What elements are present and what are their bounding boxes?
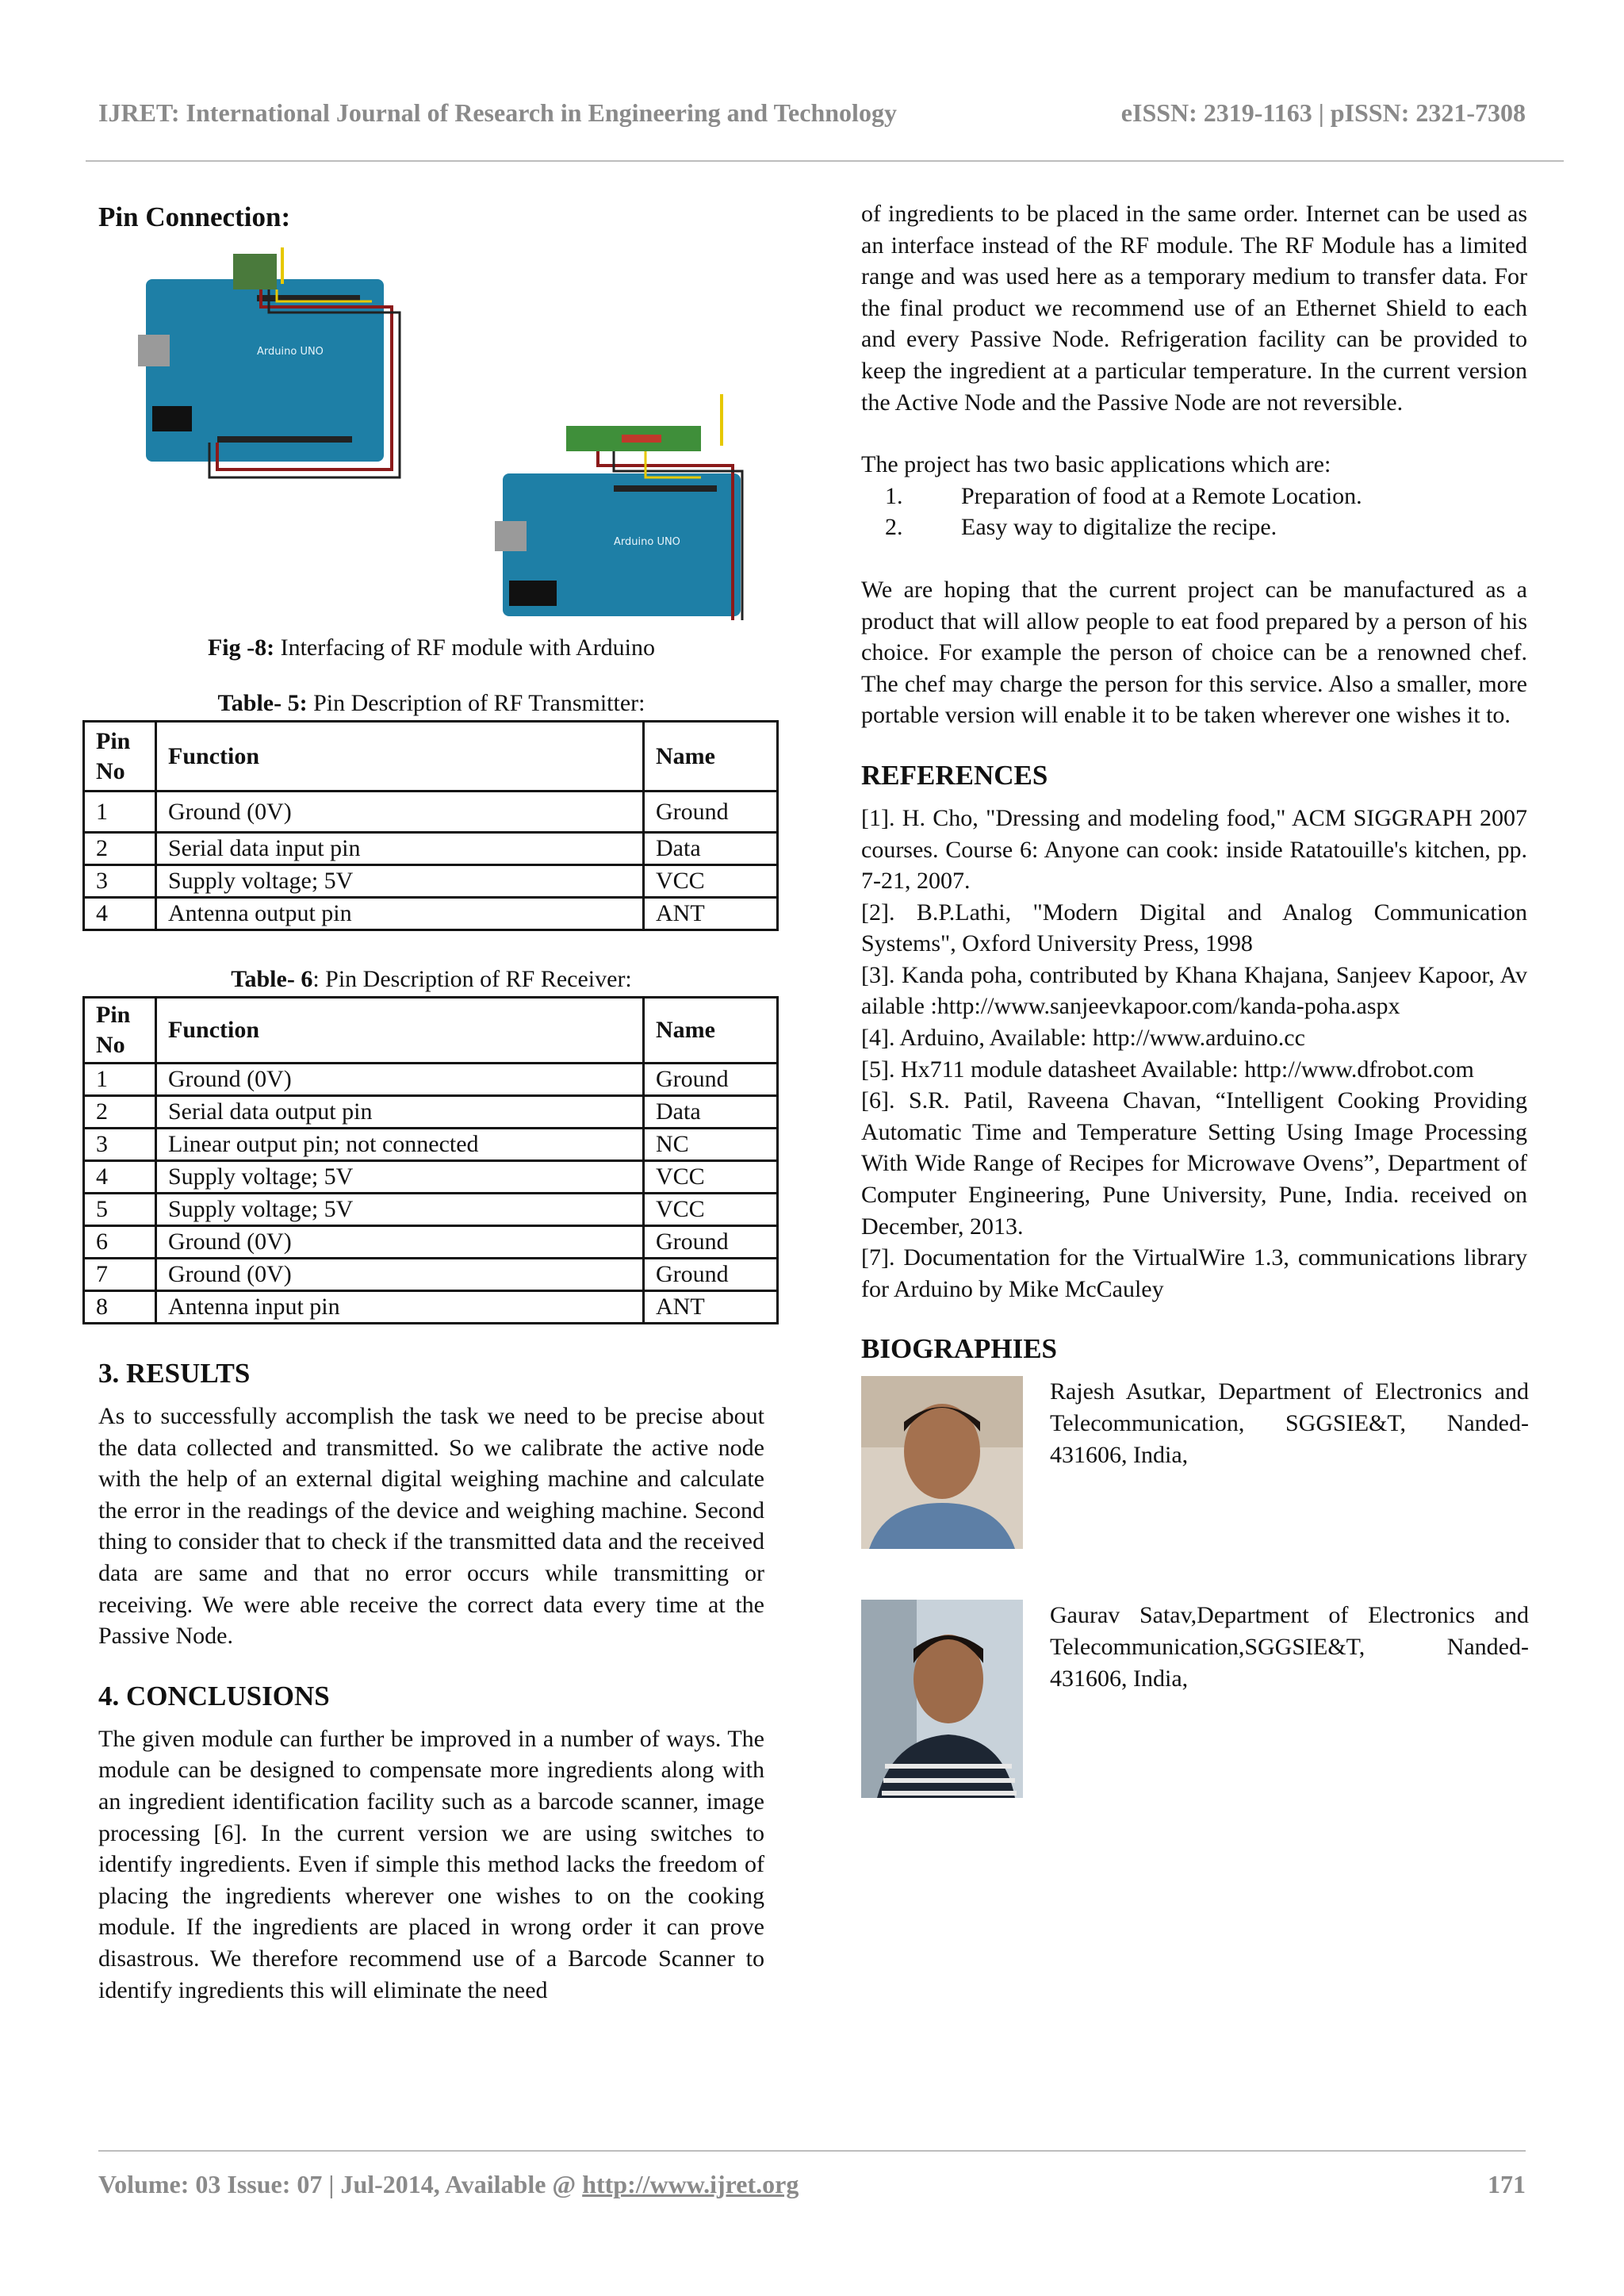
references-heading: REFERENCES bbox=[861, 759, 1048, 791]
arduino-board-transmitter bbox=[138, 247, 400, 477]
applications-list bbox=[861, 481, 1527, 543]
reference-item: [3]. Kanda poha, contributed by Khana Khajana, Sanjeev Kapoor, Available :http://www.sanjeevkapoor.com/kanda-poha.aspx bbox=[861, 961, 1527, 1020]
continuation-paragraph: of ingredients to be placed in the same order. Internet can be used as an interface instead of the RF module. The RF Module has a limited range and was used here as a temporary medium to transfer data. For the final product we recommend use of an Ethernet Shield to each and every Passive Node. Refrigeration facility can be provided to keep the ingredient at a particular temperature. In the current version the Active Node and the Passive Node are not reversible. bbox=[861, 201, 1527, 416]
header-rule bbox=[86, 160, 1564, 162]
table-row: 6 Ground (0V) Ground bbox=[84, 1226, 778, 1259]
table6-caption: Table- 6: Pin Description of RF Receiver: bbox=[231, 966, 632, 992]
reference-item: [6]. S.R. Patil, Raveena Chavan, “Intelligent Cooking Providing Automatic Time and Temperature Setting Using Image Processing With Wide Range of Recipes for Microwave Ovens”, Department of Computer Engineering, Pune University, Pune, India. received on December, 2013. bbox=[861, 1087, 1527, 1240]
biography-2 bbox=[861, 1600, 1527, 1806]
page-number: 171 bbox=[1488, 2170, 1526, 2198]
footer-rule bbox=[98, 2150, 1526, 2152]
results-paragraph: As to successfully accomplish the task we need to be precise about the data collected and transmitted. So we calibrate the active node with the help of an external digital weighing machine and calculate the error in the readings of the device and weighing machine. Second thing to consider that to check if the transmitted data and the received data are same and that no error occurs while transmitting or receiving. We were able receive the correct data every time at the Passive Node. bbox=[98, 1403, 764, 1650]
issn: eISSN: 2319-1163 | pISSN: 2321-7308 bbox=[1120, 98, 1526, 127]
author-photo-1 bbox=[861, 1376, 1023, 1549]
table5-caption: Table- 5: Pin Description of RF Transmitter: bbox=[217, 690, 645, 716]
table-row: 1 Ground (0V) Ground bbox=[84, 1064, 778, 1096]
arduino-board-receiver bbox=[495, 394, 742, 620]
reference-item: [4]. Arduino, Available: http://www.arduino.cc bbox=[861, 1025, 1305, 1052]
table-row: 3 Supply voltage; 5V VCC bbox=[84, 865, 778, 898]
table-rf-transmitter bbox=[82, 720, 779, 931]
pin-connection-heading: Pin Connection: bbox=[98, 201, 291, 232]
reference-item: [2]. B.P.Lathi, "Modern Digital and Analog Communication Systems", Oxford University Press, 1998 bbox=[861, 899, 1527, 957]
table-row: 4 Supply voltage; 5V VCC bbox=[84, 1161, 778, 1194]
table-row: 2 Serial data output pin Data bbox=[84, 1096, 778, 1129]
results-heading: 3. RESULTS bbox=[98, 1358, 251, 1389]
table-row: 1 Ground (0V) Ground bbox=[84, 792, 778, 833]
list-item: 1. Preparation of food at a Remote Location. bbox=[885, 482, 1362, 509]
arduino-rf-illustration bbox=[98, 247, 764, 620]
board-label-1: Arduino UNO bbox=[257, 346, 324, 358]
col-header-name: Name bbox=[644, 722, 778, 792]
col-header-name: Name bbox=[644, 998, 778, 1064]
list-item: 2. Easy way to digitalize the recipe. bbox=[885, 514, 1277, 541]
col-header-function: Function bbox=[156, 998, 644, 1064]
conclusions-paragraph: The given module can further be improved in a number of ways. The module can be designed to compensate more ingredients along with an ingredient identification facility such as a barcode scanner, image processing [6]. In the current version we are using switches to identify ingredients. Even if simple this method lacks the freedom of placing the ingredients wherever one wishes to on the cooking module. If the ingredients are placed in wrong order it can prove disastrous. We therefore recommend use of a Barcode Scanner to identify ingredients this will eliminate the need bbox=[98, 1725, 764, 2003]
board-label-2: Arduino UNO bbox=[614, 536, 680, 548]
references-list bbox=[861, 803, 1527, 1305]
table-rf-receiver bbox=[82, 996, 779, 1324]
table-row: 3 Linear output pin; not connected NC bbox=[84, 1129, 778, 1161]
page-footer bbox=[98, 2170, 1526, 2205]
figure-caption: Fig -8: Interfacing of RF module with Arduino bbox=[207, 634, 656, 661]
table-row: 2 Serial data input pin Data bbox=[84, 833, 778, 865]
biographies-heading: BIOGRAPHIES bbox=[861, 1333, 1057, 1365]
table-row: 4 Antenna output pin ANT bbox=[84, 898, 778, 930]
page-header bbox=[98, 98, 1526, 133]
reference-item: [7]. Documentation for the VirtualWire 1.3, communications library for Arduino by Mike McCauley bbox=[861, 1244, 1527, 1302]
table-row: 5 Supply voltage; 5V VCC bbox=[84, 1194, 778, 1226]
reference-item: [5]. Hx711 module datasheet Available: http://www.dfrobot.com bbox=[861, 1056, 1474, 1083]
left-column bbox=[98, 198, 764, 2006]
applications-intro: The project has two basic applications which are: bbox=[861, 451, 1331, 478]
col-header-pin-no: Pin No bbox=[84, 998, 156, 1064]
col-header-pin-no: Pin No bbox=[84, 722, 156, 792]
figure-8 bbox=[98, 247, 764, 660]
table-row: 8 Antenna input pin ANT bbox=[84, 1291, 778, 1324]
reference-item: [1]. H. Cho, "Dressing and modeling food," ACM SIGGRAPH 2007 courses. Course 6: Anyone can cook: inside Ratatouille's kitchen, pp. 7-21, 2007. bbox=[861, 804, 1527, 895]
conclusions-heading: 4. CONCLUSIONS bbox=[98, 1680, 330, 1711]
biography-1 bbox=[861, 1376, 1527, 1566]
hope-paragraph: We are hoping that the current project can be manufactured as a product that will allow people to eat food prepared by a person of his choice. For example the person of choice can be a renowned chef. The chef may charge the person for this service. Also a smaller, more portable version will enable it to be taken wherever one wishes it to. bbox=[861, 576, 1527, 729]
col-header-function: Function bbox=[156, 722, 644, 792]
biography-text-1: Rajesh Asutkar, Department of Electronics and Telecommunication, SGGSIE&T, Nanded- 431606, India, bbox=[1050, 1378, 1529, 1468]
author-photo-2 bbox=[861, 1600, 1023, 1798]
journal-title: IJRET: International Journal of Research in Engineering and Technology bbox=[98, 98, 897, 127]
volume-info: Volume: 03 Issue: 07 | Jul-2014, Available @ http://www.ijret.org bbox=[98, 2170, 799, 2198]
table-row: 7 Ground (0V) Ground bbox=[84, 1259, 778, 1291]
biography-text-2: Gaurav Satav,Department of Electronics and Telecommunication,SGGSIE&T, Nanded- 431606, India, bbox=[1050, 1602, 1529, 1692]
journal-link[interactable]: http://www.ijret.org bbox=[582, 2170, 799, 2198]
right-column bbox=[861, 198, 1527, 1806]
